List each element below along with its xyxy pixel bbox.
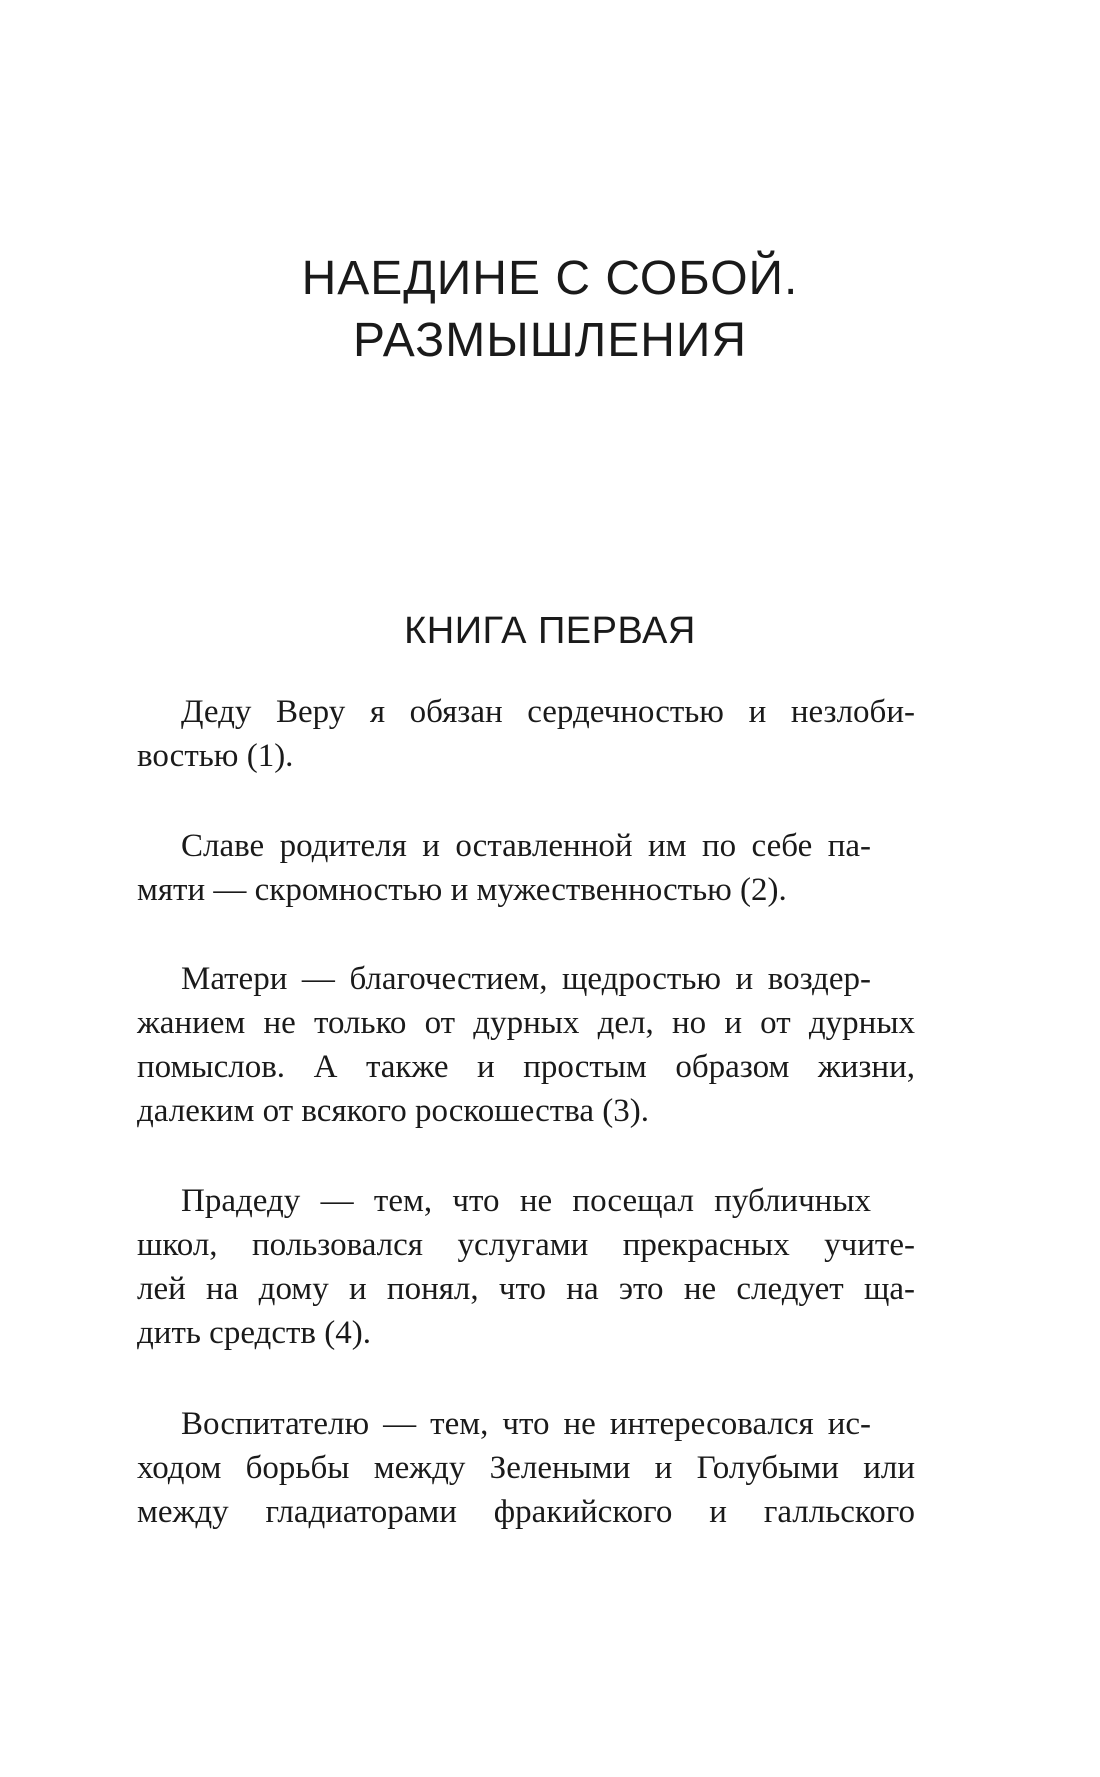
paragraph-line: дить средств (4). (137, 1315, 371, 1351)
paragraph-line: Воспитателю — тем, что не интересовался ис- (181, 1406, 871, 1442)
paragraph-line: Славе родителя и оставленной им по себе па- (181, 828, 871, 864)
paragraph-line: Деду Веру я обязан сердечностью и незлоби- (181, 694, 915, 730)
paragraph-1 (137, 690, 915, 778)
paragraph-line: востью (1). (137, 738, 294, 774)
paragraph-line: школ, пользовался услугами прекрасных учите- (137, 1227, 915, 1263)
paragraph-line: далеким от всякого роскошества (3). (137, 1093, 649, 1129)
book-heading: КНИГА ПЕРВАЯ (404, 610, 696, 652)
paragraph-4 (137, 1179, 915, 1355)
title-line-1: НАЕДИНЕ С СОБОЙ. (301, 252, 799, 305)
paragraph-line: жанием не только от дурных дел, но и от дурных (137, 1005, 915, 1041)
paragraph-5 (137, 1402, 915, 1534)
paragraph-line: мяти — скромностью и мужественностью (2). (137, 872, 787, 908)
paragraph-line: лей на дому и понял, что на это не следует ща- (137, 1271, 915, 1307)
paragraph-line: Матери — благочестием, щедростью и воздер- (181, 961, 871, 997)
paragraph-2 (137, 824, 915, 912)
paragraph-line: помыслов. А также и простым образом жизни, (137, 1049, 915, 1085)
paragraph-line: Прадеду — тем, что не посещал публичных (181, 1183, 871, 1219)
paragraph-3 (137, 957, 915, 1133)
page-title (0, 248, 1100, 372)
title-line-2: РАЗМЫШЛЕНИЯ (352, 314, 748, 367)
paragraph-line: ходом борьбы между Зелеными и Голубыми или (137, 1450, 915, 1486)
paragraph-line: между гладиаторами фракийского и галльского (137, 1494, 915, 1530)
